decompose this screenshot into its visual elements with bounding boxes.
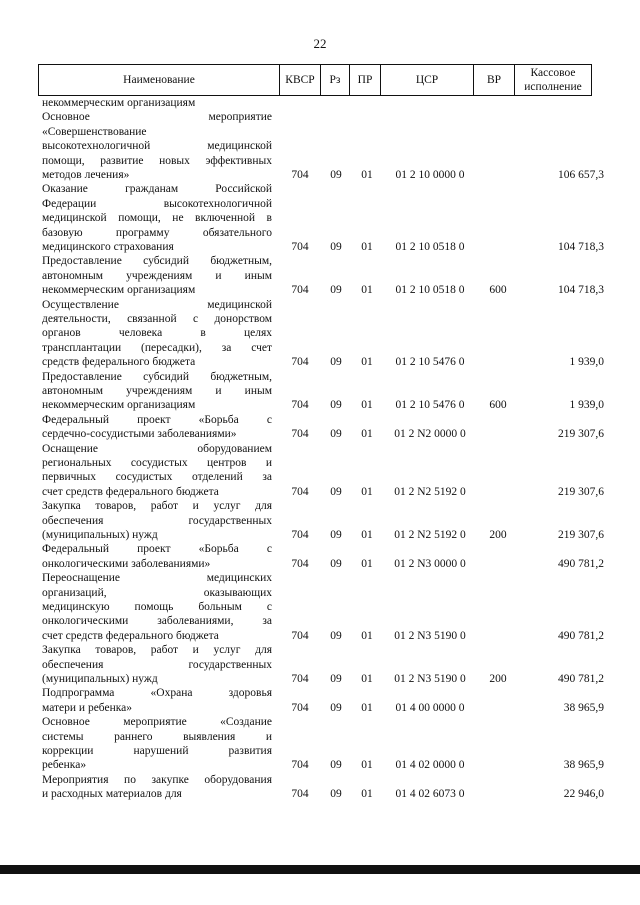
row-name-line: счет средств федерального бюджета	[42, 629, 219, 642]
row-name	[42, 499, 272, 542]
row-name	[42, 413, 272, 442]
row-pr: 01	[361, 557, 373, 570]
row-vr: 200	[489, 672, 507, 685]
row-sum: 219 307,6	[558, 485, 604, 498]
row-name-line: Мероприятия по закупке оборудования	[42, 773, 272, 786]
row-name-line: медицинскую помощь больным с	[42, 600, 272, 613]
row-vr: 600	[489, 399, 507, 412]
scan-edge-bar	[0, 865, 640, 874]
row-sum: 219 307,6	[558, 428, 604, 441]
row-csr: 01 2 N3 5190 0	[394, 672, 466, 685]
row-pr: 01	[361, 399, 373, 412]
row-sum: 38 965,9	[563, 701, 604, 714]
row-kvsr: 704	[291, 284, 309, 297]
row-pr: 01	[361, 759, 373, 772]
row-kvsr: 704	[291, 557, 309, 570]
row-name-line: системы раннего выявления и	[42, 730, 272, 743]
row-csr: 01 2 N2 0000 0	[394, 428, 466, 441]
header-vr: ВР	[474, 65, 515, 96]
page-number: 22	[313, 36, 327, 51]
row-sum: 490 781,2	[558, 629, 604, 642]
row-name-line: первичных сосудистых отделений за	[42, 471, 272, 484]
header-sum: Кассовое исполнение	[515, 65, 592, 96]
row-name-line: некоммерческим организациям	[42, 284, 196, 297]
row-name-line: Закупка товаров, работ и услуг для	[42, 500, 272, 513]
table-row	[0, 298, 640, 370]
row-name-line: медицинской помощи, не включенной в	[42, 212, 272, 225]
row-name-line: Закупка товаров, работ и услуг для	[42, 644, 272, 657]
row-name-line: обеспечения государственных	[42, 658, 272, 671]
row-pr: 01	[361, 788, 373, 801]
table-row	[0, 643, 640, 686]
row-sum: 490 781,2	[558, 557, 604, 570]
row-rz: 09	[330, 557, 342, 570]
row-csr: 01 4 02 0000 0	[395, 759, 465, 772]
row-name-line: обеспечения государственных	[42, 514, 272, 527]
row-sum: 104 718,3	[558, 240, 604, 253]
row-name-line: «Совершенствование	[42, 125, 147, 138]
table-row	[0, 182, 640, 254]
header-csr: ЦСР	[381, 65, 474, 96]
row-sum: 1 939,0	[569, 356, 604, 369]
row-name-line: органов человека в целях	[42, 327, 272, 340]
row-pr: 01	[361, 485, 373, 498]
row-kvsr: 704	[291, 672, 309, 685]
row-csr: 01 2 10 0000 0	[395, 168, 465, 181]
row-kvsr: 704	[291, 428, 309, 441]
row-rz: 09	[330, 759, 342, 772]
row-pr: 01	[361, 629, 373, 642]
row-name-line: сердечно-сосудистыми заболеваниями»	[42, 428, 237, 441]
row-name-line: Федерации высокотехнологичной	[42, 197, 272, 210]
header-name: Наименование	[39, 65, 280, 96]
row-name	[42, 182, 272, 254]
row-name-line: Федеральный проект «Борьба с	[42, 413, 272, 426]
row-csr: 01 2 N2 5192 0	[394, 528, 466, 541]
row-rz: 09	[330, 356, 342, 369]
row-name-line: ребенка»	[42, 759, 87, 772]
row-name-line: Основное мероприятие «Создание	[42, 716, 272, 729]
table-body	[0, 96, 640, 802]
row-name	[42, 773, 272, 802]
row-name-line: (муниципальных) нужд	[42, 672, 158, 685]
row-name-line: Предоставление субсидий бюджетным,	[42, 255, 272, 268]
row-csr: 01 2 10 0518 0	[395, 284, 465, 297]
row-name-line: Переоснащение медицинских	[42, 572, 272, 585]
row-csr: 01 2 N3 5190 0	[394, 629, 466, 642]
row-name-line: медицинского страхования	[42, 241, 174, 254]
row-name-line: автономным учреждениям и иным	[42, 384, 272, 397]
row-rz: 09	[330, 428, 342, 441]
row-name-line: некоммерческим организациям	[42, 399, 196, 412]
row-kvsr: 704	[291, 168, 309, 181]
row-vr: 600	[489, 284, 507, 297]
row-pr: 01	[361, 672, 373, 685]
row-name-line: и расходных материалов для	[42, 788, 182, 801]
row-rz: 09	[330, 485, 342, 498]
table-row	[0, 571, 640, 643]
row-pr: 01	[361, 528, 373, 541]
row-kvsr: 704	[291, 240, 309, 253]
table-row	[0, 715, 640, 773]
row-name-line: Федеральный проект «Борьба с	[42, 543, 272, 556]
header-pr: ПР	[350, 65, 381, 96]
row-name-line: методов лечения»	[42, 169, 130, 182]
row-name-line: Оказание гражданам Российской	[42, 183, 272, 196]
row-name-line: Подпрограмма «Охрана здоровья	[42, 687, 272, 700]
row-rz: 09	[330, 528, 342, 541]
row-name	[42, 715, 272, 773]
row-sum: 490 781,2	[558, 672, 604, 685]
row-name	[42, 370, 272, 413]
row-csr: 01 2 N3 0000 0	[394, 557, 466, 570]
table-row	[0, 96, 640, 110]
table-row	[0, 773, 640, 802]
row-rz: 09	[330, 629, 342, 642]
row-name	[42, 542, 272, 571]
row-name	[42, 298, 272, 370]
row-name	[42, 571, 272, 643]
row-rz: 09	[330, 701, 342, 714]
row-name-line: трансплантации (пересадки), за счет	[42, 341, 272, 354]
row-sum: 38 965,9	[563, 759, 604, 772]
row-name-line: матери и ребенка»	[42, 701, 133, 714]
row-name-line: Предоставление субсидий бюджетным,	[42, 370, 272, 383]
row-kvsr: 704	[291, 528, 309, 541]
row-pr: 01	[361, 356, 373, 369]
row-rz: 09	[330, 240, 342, 253]
table-row	[0, 110, 640, 182]
row-kvsr: 704	[291, 399, 309, 412]
row-name	[42, 254, 272, 297]
row-name-line: (муниципальных) нужд	[42, 528, 158, 541]
row-kvsr: 704	[291, 788, 309, 801]
table-row	[0, 499, 640, 542]
row-name-line: Осуществление медицинской	[42, 298, 272, 311]
row-pr: 01	[361, 240, 373, 253]
row-name-line: помощи, развитие новых эффективных	[42, 154, 272, 167]
row-name-line: автономным учреждениям и иным	[42, 269, 272, 282]
row-kvsr: 704	[291, 356, 309, 369]
header-rz: Рз	[321, 65, 350, 96]
row-csr: 01 2 10 5476 0	[395, 399, 465, 412]
row-kvsr: 704	[291, 759, 309, 772]
row-csr: 01 2 10 5476 0	[395, 356, 465, 369]
row-name-line: региональных сосудистых центров и	[42, 456, 272, 469]
row-csr: 01 4 02 6073 0	[395, 788, 465, 801]
table-row	[0, 686, 640, 715]
row-sum: 104 718,3	[558, 284, 604, 297]
row-name-line: организаций, оказывающих	[42, 586, 272, 599]
row-name-line: Оснащение оборудованием	[42, 442, 272, 455]
table-header	[38, 64, 592, 96]
row-sum: 106 657,3	[558, 168, 604, 181]
row-csr: 01 4 00 0000 0	[395, 701, 465, 714]
row-pr: 01	[361, 428, 373, 441]
row-name	[42, 110, 272, 182]
row-name-line: коррекции нарушений развития	[42, 744, 272, 757]
row-name-line: счет средств федерального бюджета	[42, 485, 219, 498]
row-name-line: онкологическими заболеваниями»	[42, 557, 211, 570]
row-rz: 09	[330, 284, 342, 297]
row-name	[42, 442, 272, 500]
table-row	[0, 254, 640, 297]
table-row	[0, 413, 640, 442]
row-name	[42, 686, 272, 715]
row-name	[42, 643, 272, 686]
row-name-line: Основное мероприятие	[42, 111, 272, 124]
row-csr: 01 2 N2 5192 0	[394, 485, 466, 498]
row-sum: 1 939,0	[569, 399, 604, 412]
row-pr: 01	[361, 701, 373, 714]
row-sum: 22 946,0	[563, 788, 604, 801]
row-csr: 01 2 10 0518 0	[395, 240, 465, 253]
row-name-line: средств федерального бюджета	[42, 356, 196, 369]
row-rz: 09	[330, 168, 342, 181]
row-kvsr: 704	[291, 485, 309, 498]
row-pr: 01	[361, 168, 373, 181]
table-row	[0, 542, 640, 571]
row-rz: 09	[330, 788, 342, 801]
row-rz: 09	[330, 399, 342, 412]
row-sum: 219 307,6	[558, 528, 604, 541]
row-name-line: деятельности, связанной с донорством	[42, 312, 272, 325]
row-name-line: базовую программу обязательного	[42, 226, 272, 239]
row-kvsr: 704	[291, 629, 309, 642]
row-kvsr: 704	[291, 701, 309, 714]
header-kvsr: КВСР	[280, 65, 321, 96]
row-name	[42, 96, 272, 110]
table-row	[0, 370, 640, 413]
row-pr: 01	[361, 284, 373, 297]
row-name-line: онкологическими заболеваниями, за	[42, 615, 272, 628]
row-rz: 09	[330, 672, 342, 685]
row-name-line: высокотехнологичной медицинской	[42, 140, 272, 153]
row-vr: 200	[489, 528, 507, 541]
row-name-line: некоммерческим организациям	[42, 97, 196, 109]
table-row	[0, 442, 640, 500]
